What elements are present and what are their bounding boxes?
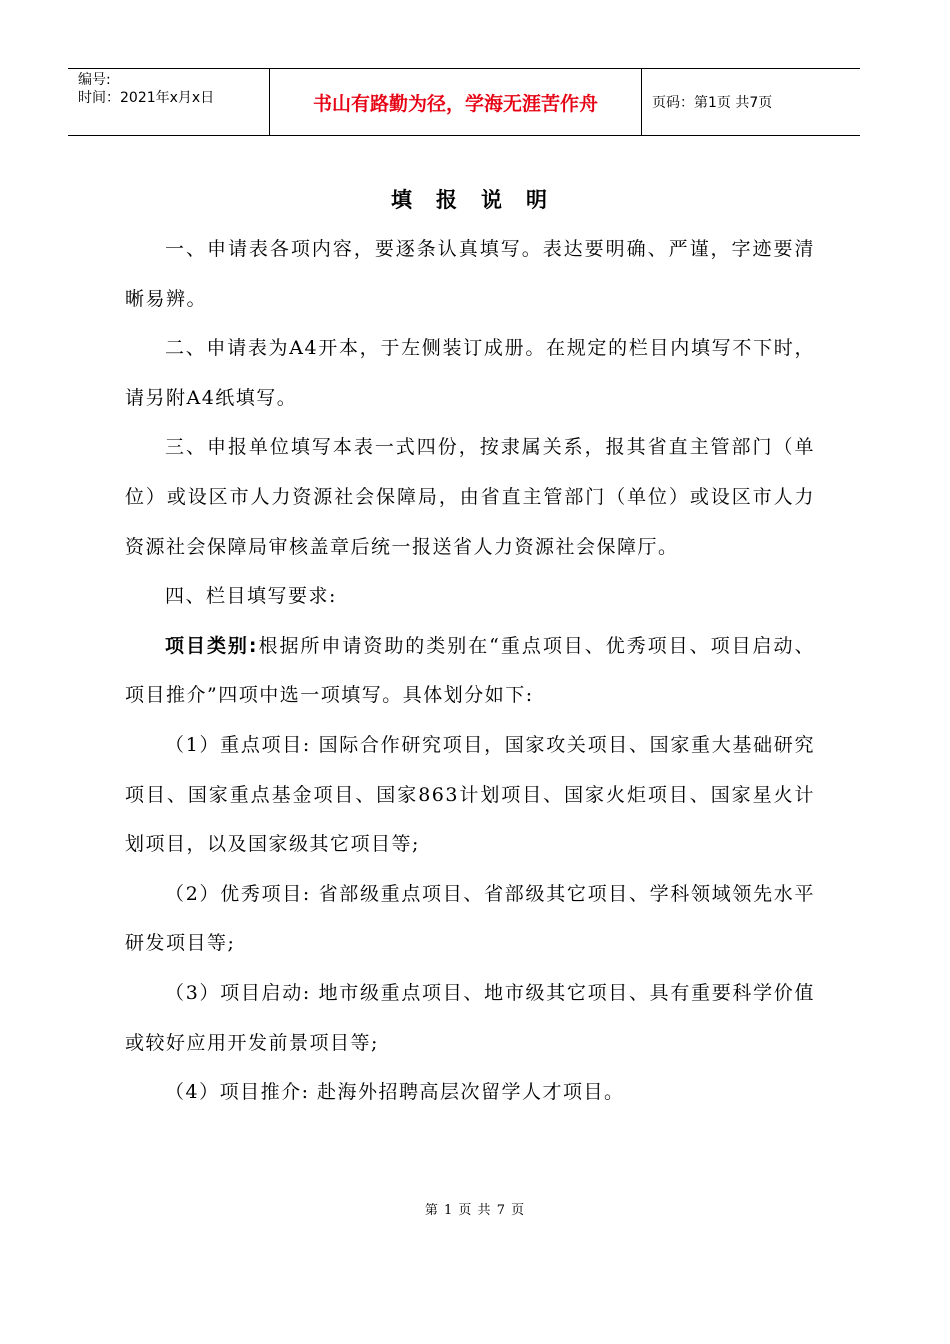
- paragraph: 三、申报单位填写本表一式四份，按隶属关系，报其省直主管部门（单位）或设区市人力资源社会保障局，由省直主管部门（单位）或设区市人力资源社会保障局审核盖章后统一报送省人力资源社会保障厅。: [125, 436, 815, 558]
- page-header: [68, 68, 860, 136]
- header-meta: [68, 69, 270, 135]
- document-title: 填报说明: [391, 188, 571, 212]
- header-page-label: 页码：第1页 共7页: [652, 95, 773, 111]
- header-motto: 书山有路勤为径，学海无涯苦作舟: [270, 69, 642, 135]
- paragraph: （3）项目启动: 地市级重点项目、地市级其它项目、具有重要科学价值或较好应用开发前景项目等;: [125, 981, 815, 1054]
- paragraph: （4）项目推介: 赴海外招聘高层次留学人才项目。: [165, 1081, 625, 1104]
- paragraph: 四、栏目填写要求:: [165, 585, 337, 608]
- number-label: 编号:: [78, 72, 111, 88]
- paragraph: （1）重点项目: 国际合作研究项目，国家攻关项目、国家重大基础研究项目、国家重点基金项目、国家863计划项目、国家火炬项目、国家星火计划项目，以及国家级其它项目等;: [125, 733, 815, 856]
- paragraph: （2）优秀项目: 省部级重点项目、省部级其它项目、学科领域领先水平研发项目等;: [125, 882, 815, 955]
- paragraph: 二、申请表为A4开本，于左侧装订成册。在规定的栏目内填写不下时，请另附A4纸填写。: [125, 337, 815, 409]
- paragraph-project-category: 项目类别:根据所申请资助的类别在“重点项目、优秀项目、项目启动、项目推介”四项中选一项填写。具体划分如下:: [125, 634, 815, 707]
- paragraph: 一、申请表各项内容，要逐条认真填写。表达要明确、严谨，字迹要清晰易辨。: [125, 238, 815, 310]
- bold-lead: 项目类别:: [165, 634, 258, 657]
- time-label: 时间：2021年x月x日: [78, 90, 215, 106]
- document-body: [125, 225, 815, 1118]
- page-footer: 第 1 页 共 7 页: [424, 1203, 526, 1218]
